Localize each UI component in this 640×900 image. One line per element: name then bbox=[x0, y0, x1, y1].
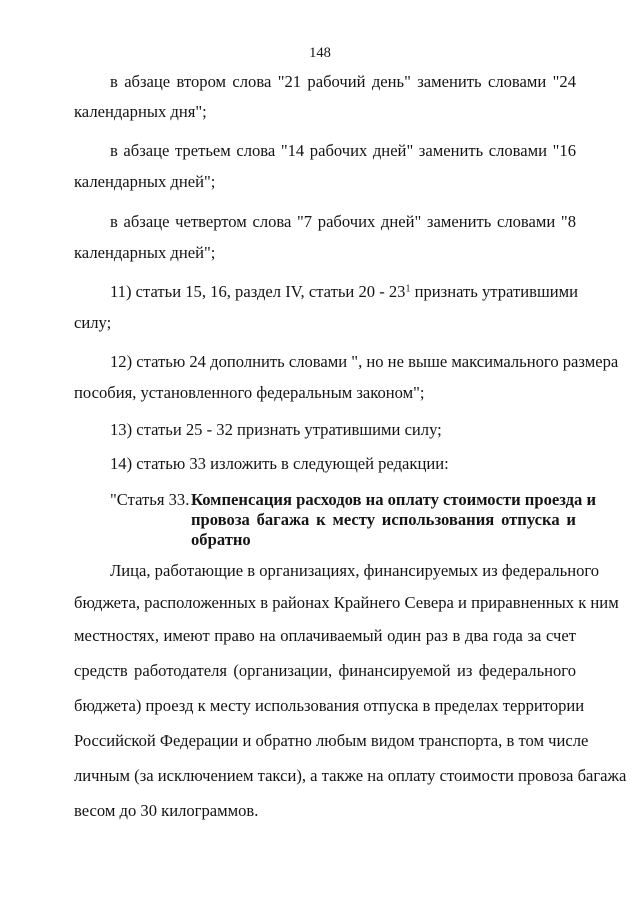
paragraph-line: в абзаце четвертом слова "7 рабочих дней" заменить словами "8 bbox=[110, 212, 576, 231]
paragraph-line: силу; bbox=[74, 313, 112, 332]
article-number: "Статья 33. bbox=[110, 490, 190, 509]
paragraph-line: 14) статью 33 изложить в следующей редакции: bbox=[110, 454, 449, 473]
paragraph-line: календарных дня"; bbox=[74, 102, 207, 121]
paragraph-line: календарных дней"; bbox=[74, 243, 216, 262]
body-line: весом до 30 килограммов. bbox=[74, 801, 259, 820]
body-line: личным (за исключением такси), а также на оплату стоимости провоза багажа bbox=[74, 766, 627, 785]
body-line: Лица, работающие в организациях, финансируемых из федерального bbox=[110, 561, 600, 580]
paragraph-line: в абзаце третьем слова "14 рабочих дней" заменить словами "16 bbox=[110, 141, 576, 160]
body-line: бюджета) проезд к месту использования отпуска в пределах территории bbox=[74, 696, 585, 715]
paragraph-line: 12) статью 24 дополнить словами ", но не выше максимального размера bbox=[110, 352, 619, 371]
paragraph-line: пособия, установленного федеральным законом"; bbox=[74, 383, 425, 402]
article-title-line: провоза багажа к месту использования отпуска и bbox=[191, 510, 576, 529]
paragraph-line: календарных дней"; bbox=[74, 172, 216, 191]
page-number: 148 bbox=[309, 45, 331, 61]
body-line: средств работодателя (организации, финансируемой из федерального bbox=[74, 661, 576, 680]
paragraph-line: в абзаце втором слова "21 рабочий день" заменить словами "24 bbox=[110, 72, 576, 91]
line-text: 11) статьи 15, 16, раздел IV, статьи 20 - 23 bbox=[110, 282, 406, 301]
superscript: 1 bbox=[405, 283, 411, 295]
article-title-line: обратно bbox=[191, 530, 251, 549]
article-title-line: Компенсация расходов на оплату стоимости проезда и bbox=[191, 490, 597, 509]
paragraph-line: 13) статьи 25 - 32 признать утратившими силу; bbox=[110, 420, 442, 439]
body-line: Российской Федерации и обратно любым видом транспорта, в том числе bbox=[74, 731, 589, 750]
body-line: бюджета, расположенных в районах Крайнего Севера и приравненных к ним bbox=[74, 593, 619, 612]
paragraph-line bbox=[110, 282, 579, 302]
body-line: местностях, имеют право на оплачиваемый один раз в два года за счет bbox=[74, 626, 576, 645]
line-text: признать утратившими bbox=[410, 282, 579, 301]
